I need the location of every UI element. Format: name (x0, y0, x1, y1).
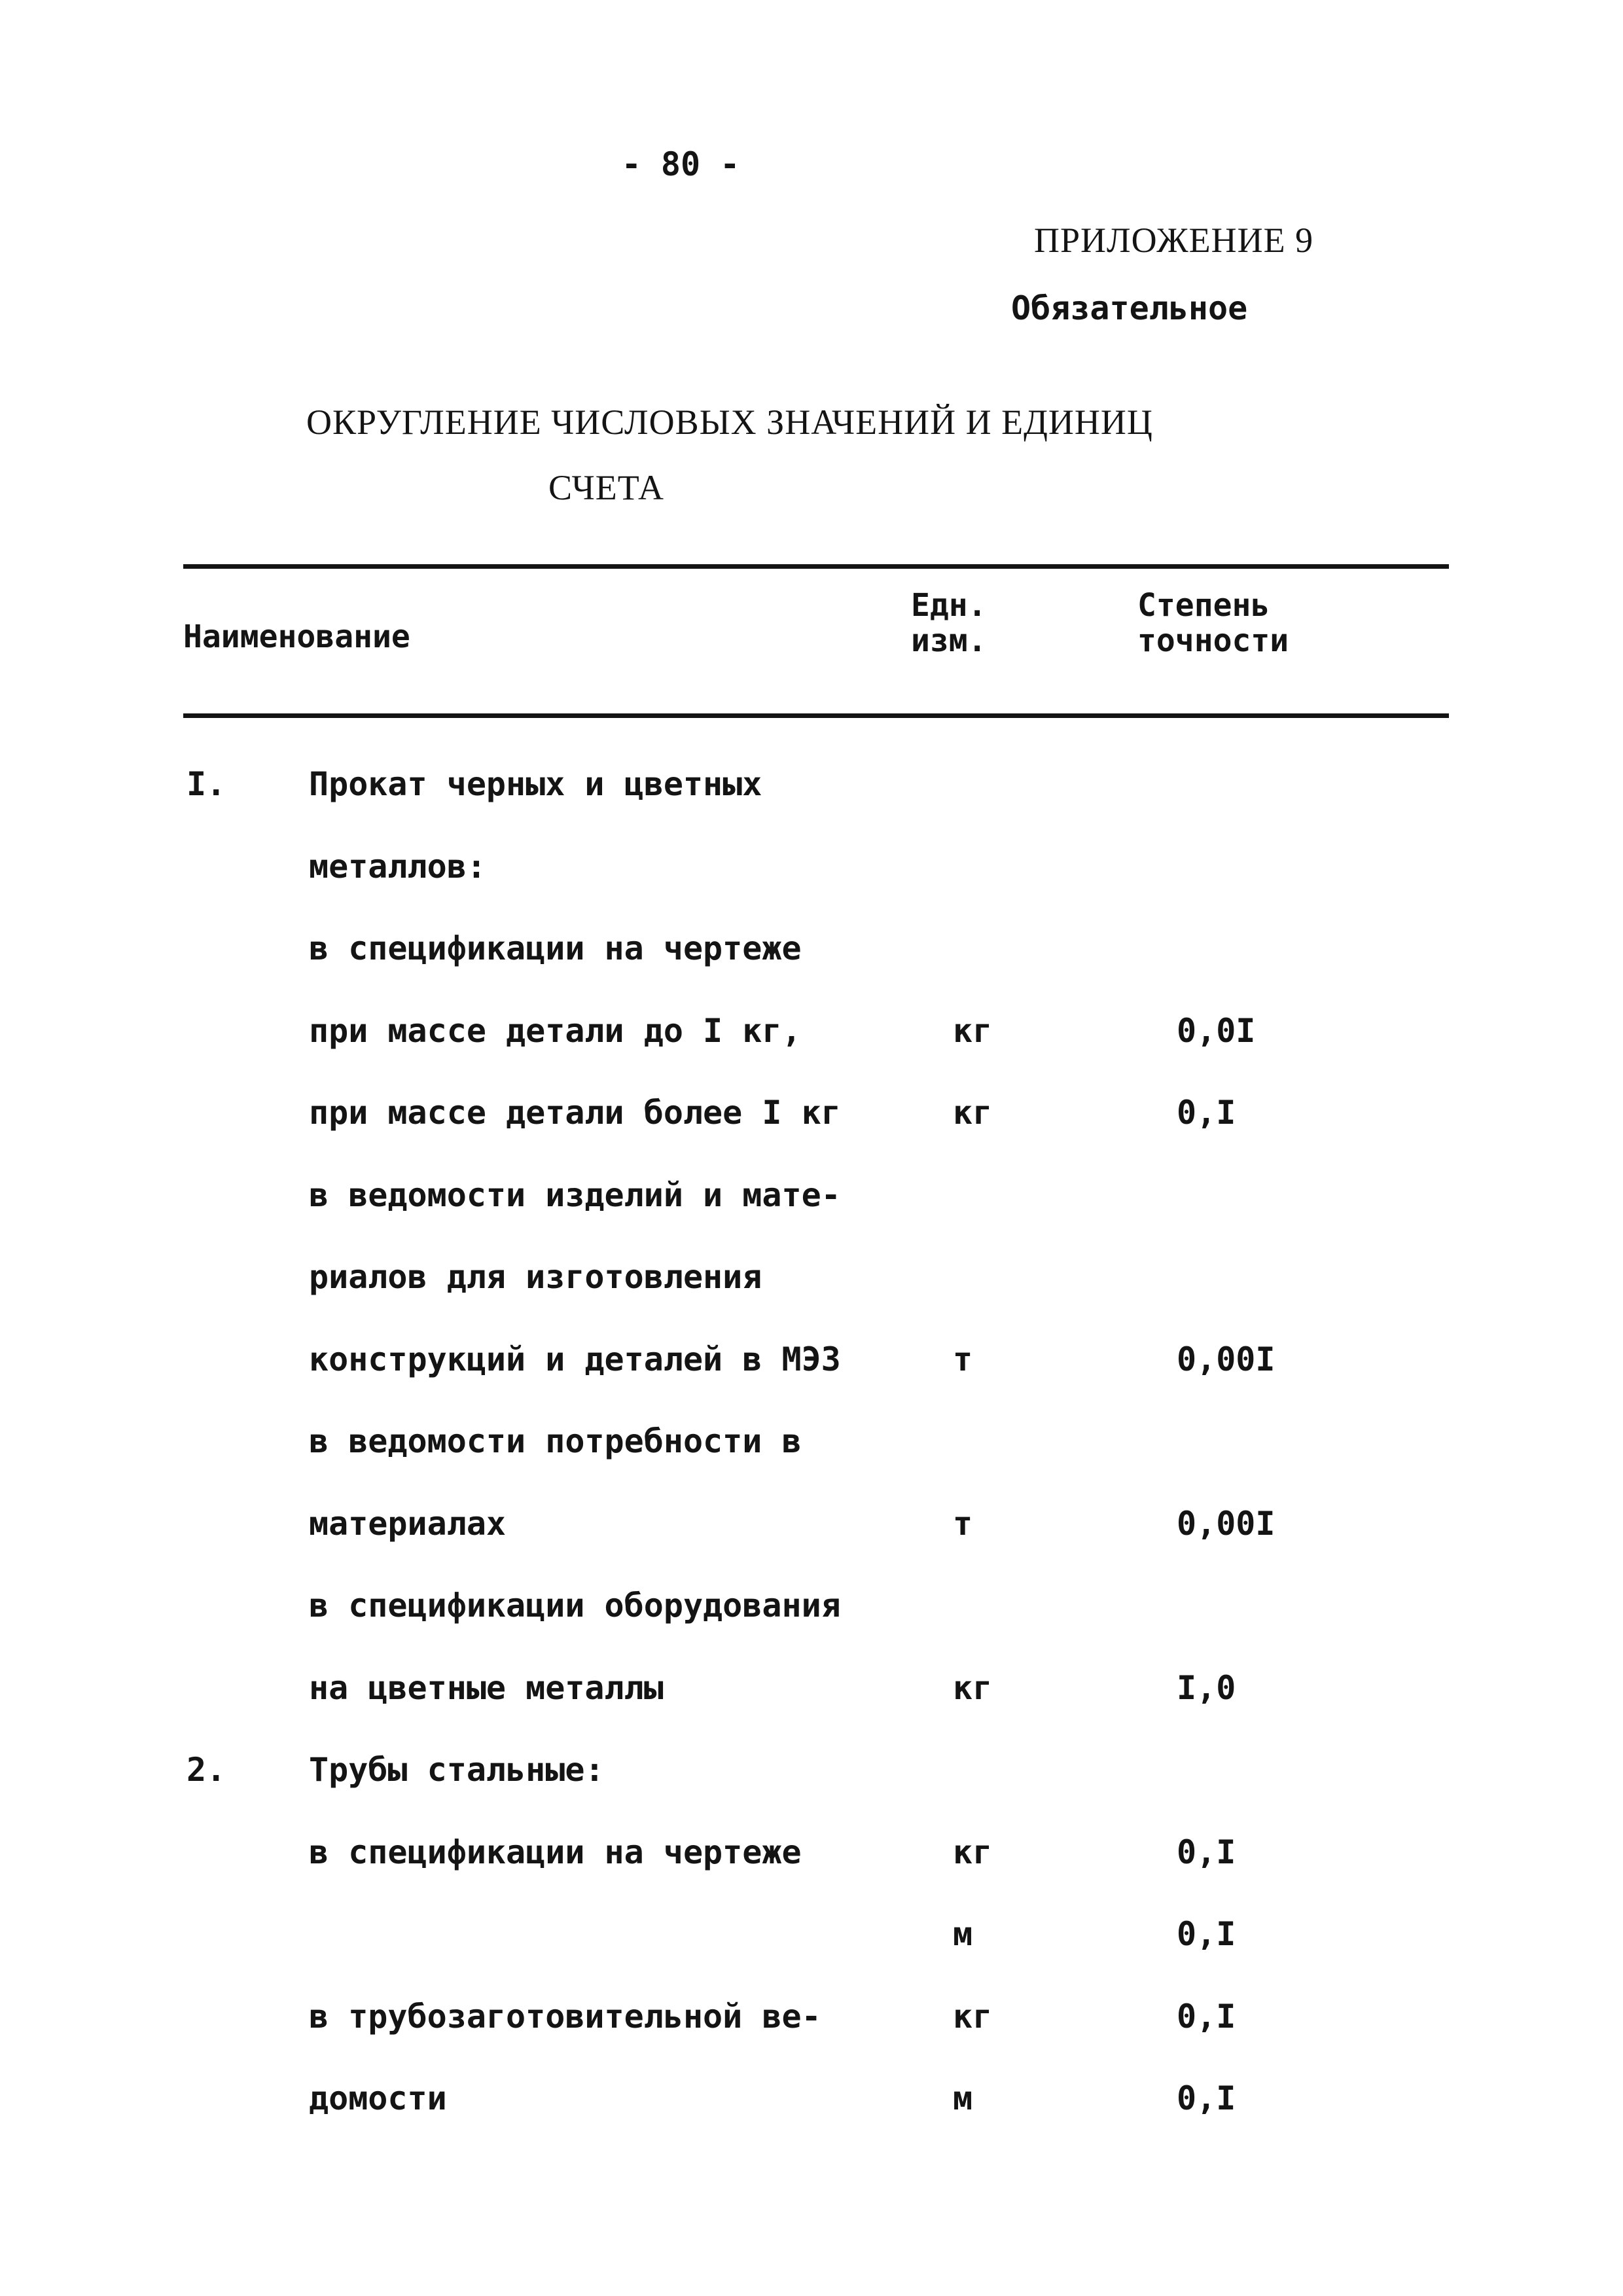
row-unit: кг (953, 1833, 993, 1871)
row-unit: т (953, 1505, 973, 1543)
appendix-label: ПРИЛОЖЕНИЕ 9 (1034, 221, 1314, 260)
row-unit: м (953, 1915, 973, 1953)
row-description: риалов для изготовления (309, 1258, 762, 1296)
row-unit: м (953, 2079, 973, 2117)
row-description: при массе детали до I кг, (309, 1012, 802, 1050)
row-description: в спецификации на чертеже (309, 929, 802, 967)
column-header-precision (1137, 588, 1289, 658)
column-header-unit (911, 588, 987, 658)
row-unit: т (953, 1340, 973, 1378)
row-description: металлов: (309, 848, 486, 886)
row-precision-value: 0,00I (1177, 1505, 1275, 1543)
column-header-precision-line-1: Степень (1137, 587, 1270, 624)
row-precision-value: 0,I (1177, 1998, 1236, 2036)
row-precision-value: I,0 (1177, 1669, 1236, 1707)
row-description: Прокат черных и цветных (309, 765, 762, 803)
row-description: в спецификации оборудования (309, 1587, 841, 1624)
row-precision-value: 0,I (1177, 1915, 1236, 1953)
document-title-line-2: СЧЕТА (548, 468, 665, 507)
row-precision-value: 0,0I (1177, 1012, 1256, 1050)
row-description: в ведомости потребности в (309, 1422, 802, 1460)
appendix-status: Обязательное (1011, 289, 1248, 327)
row-precision-value: 0,00I (1177, 1340, 1275, 1378)
row-description: при массе детали более I кг (309, 1094, 841, 1132)
row-description: в трубозаготовительной ве- (309, 1998, 821, 2036)
row-unit: кг (953, 1998, 993, 2036)
row-description: в спецификации на чертеже (309, 1833, 802, 1871)
column-header-precision-line-2: точности (1137, 622, 1289, 659)
row-description: Трубы стальные: (309, 1751, 605, 1789)
row-precision-value: 0,I (1177, 1094, 1236, 1132)
row-unit: кг (953, 1094, 993, 1132)
column-header-name: Наименование (183, 619, 410, 655)
row-precision-value: 0,I (1177, 2079, 1236, 2117)
row-number: I. (187, 765, 226, 803)
row-number: 2. (187, 1751, 226, 1789)
row-description: в ведомости изделий и мате- (309, 1176, 841, 1214)
page-number: - 80 - (621, 145, 740, 183)
row-unit: кг (953, 1012, 993, 1050)
column-header-unit-line-1: Едн. (911, 587, 987, 624)
row-description: материалах (309, 1505, 507, 1543)
table-header-bottom-rule (183, 713, 1449, 718)
row-description: на цветные металлы (309, 1669, 664, 1707)
row-description: домости (309, 2079, 447, 2117)
table-header-top-rule (183, 564, 1449, 569)
column-header-unit-line-2: изм. (911, 622, 987, 659)
row-description: конструкций и деталей в МЭЗ (309, 1340, 841, 1378)
document-title-line-1: ОКРУГЛЕНИЕ ЧИСЛОВЫХ ЗНАЧЕНИЙ И ЕДИНИЦ (306, 403, 1153, 442)
row-unit: кг (953, 1669, 993, 1707)
row-precision-value: 0,I (1177, 1833, 1236, 1871)
